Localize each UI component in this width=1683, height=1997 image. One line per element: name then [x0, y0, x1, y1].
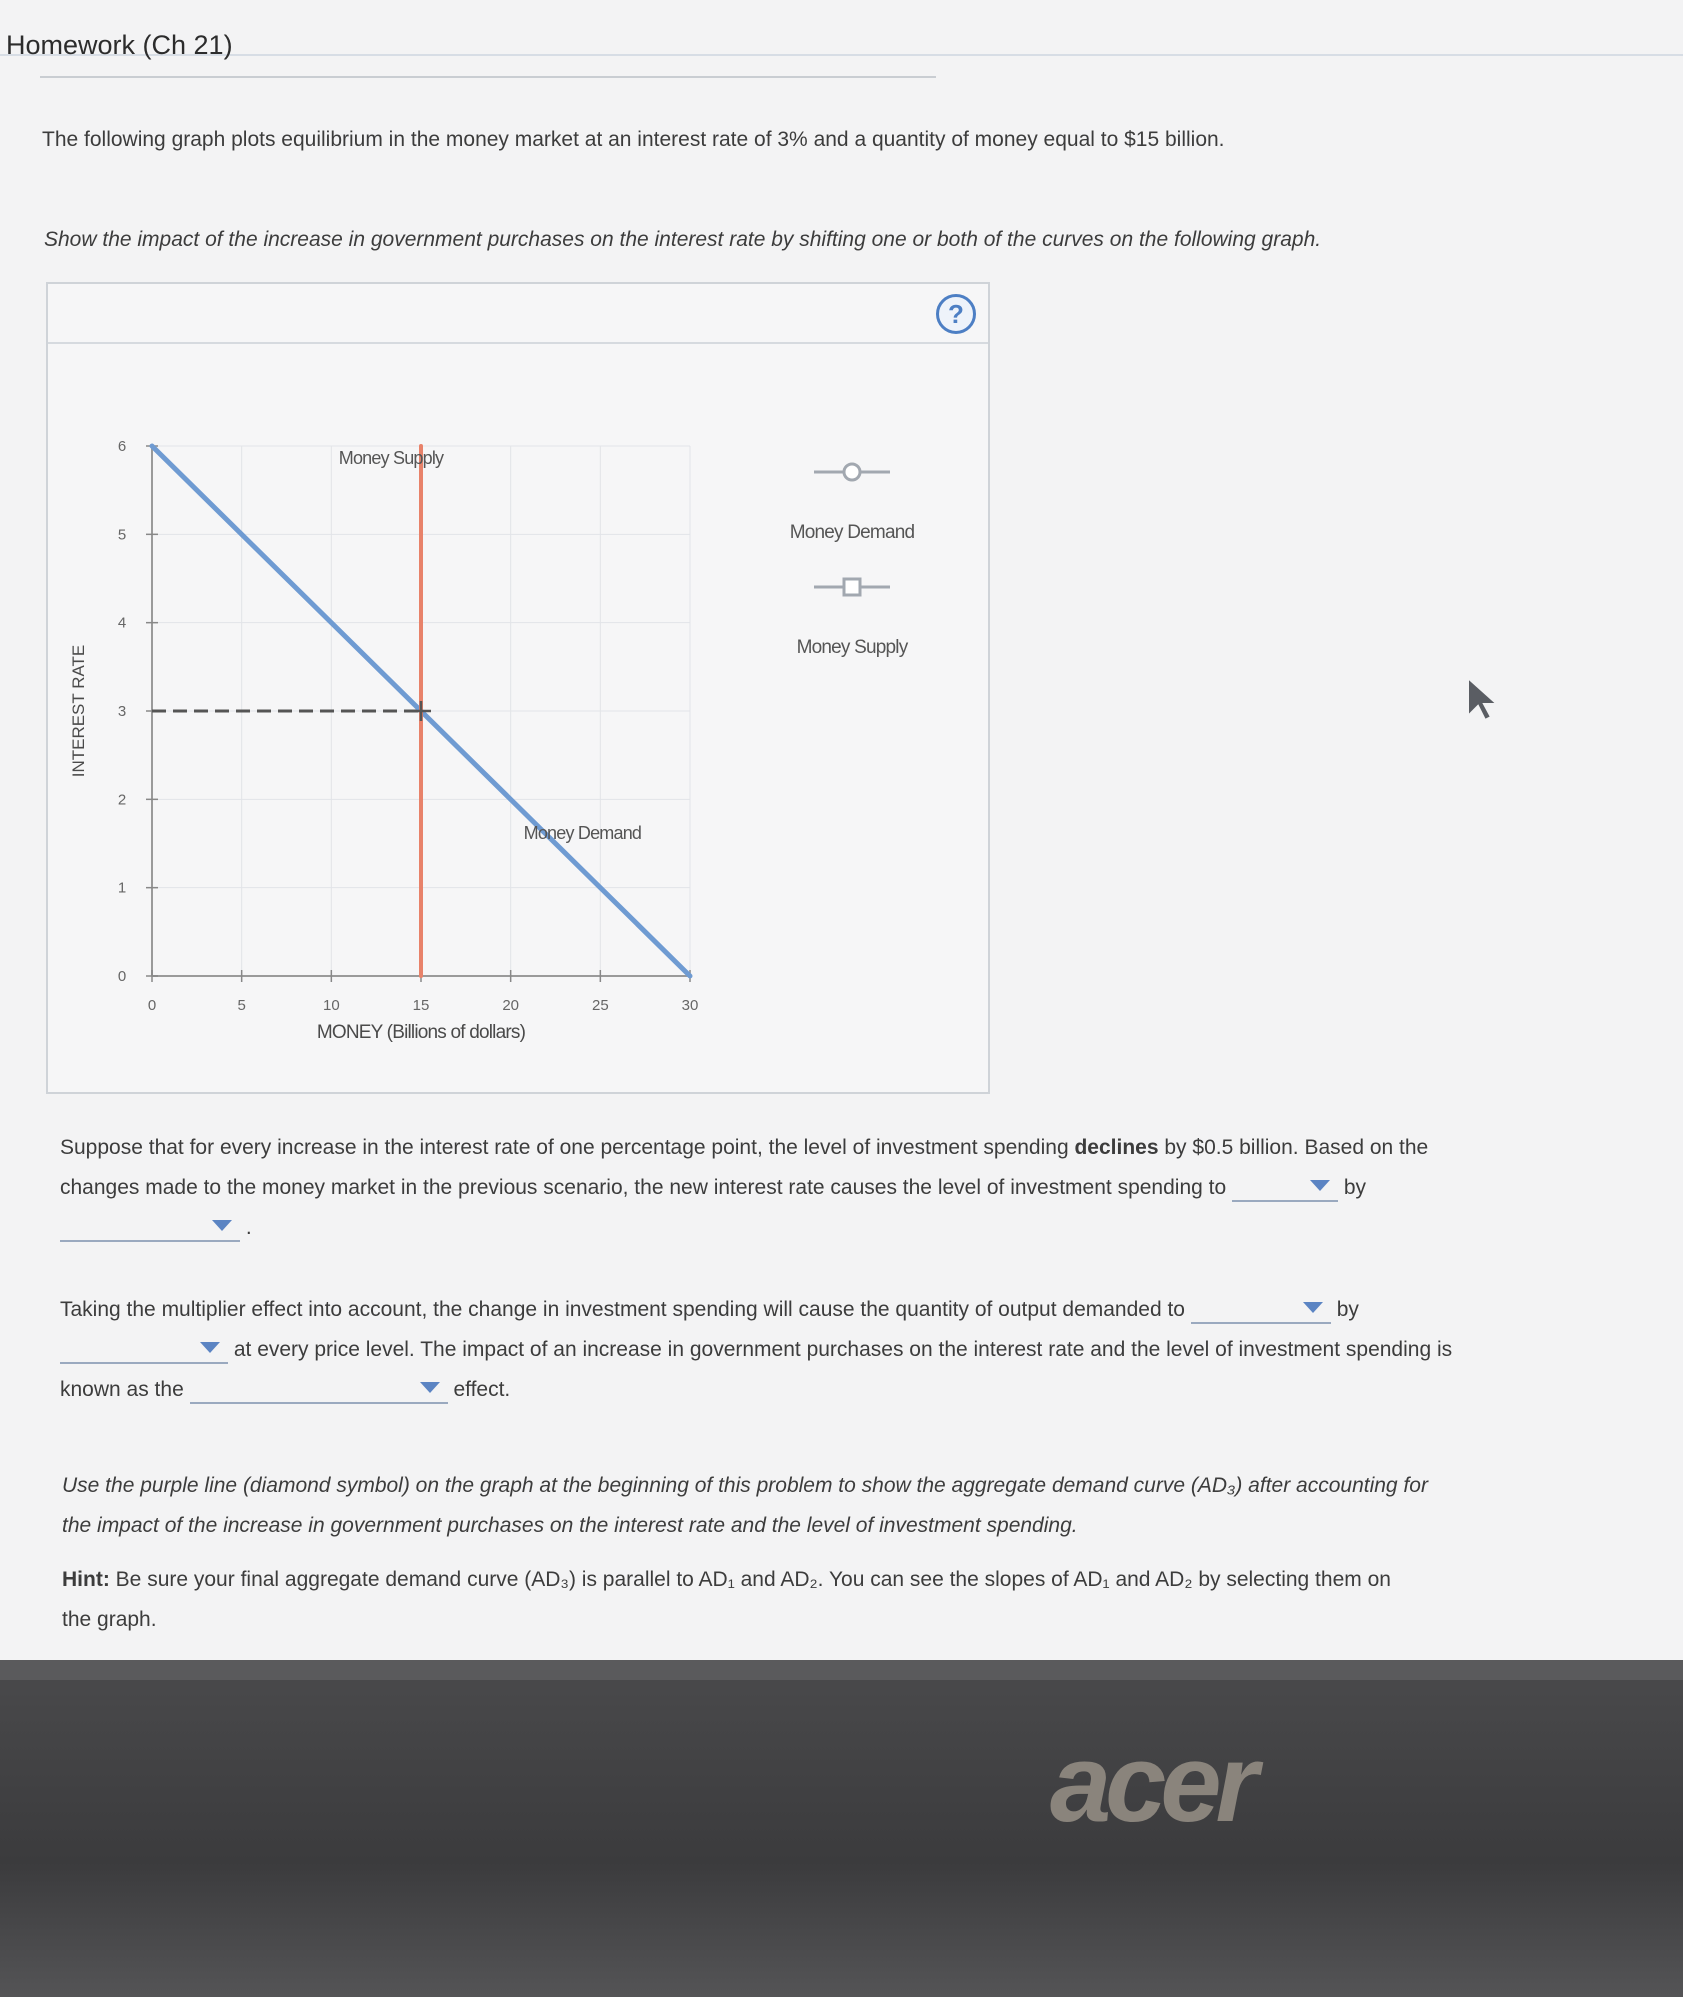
part2-period: .: [245, 1216, 252, 1239]
money-market-chart[interactable]: [46, 282, 990, 1094]
x-axis-title: MONEY (Billions of dollars): [316, 1022, 526, 1043]
y-tick-label: 5: [117, 526, 127, 544]
chart-labels: [69, 438, 698, 1043]
brand-logo: acer: [1050, 1722, 1253, 1845]
part2-by: by: [1343, 1176, 1367, 1199]
y-tick-label: 0: [117, 968, 127, 985]
hint-label: Hint:: [62, 1568, 110, 1591]
y-tick-label: 4: [117, 614, 127, 632]
hint-paragraph: [62, 1560, 1582, 1640]
x-tick-label: 10: [322, 997, 340, 1014]
y-tick-label: 2: [117, 791, 127, 809]
x-tick-label: 25: [591, 997, 609, 1014]
chevron-down-icon: [200, 1342, 220, 1353]
money-demand-curve-label: Money Demand: [523, 823, 642, 844]
laptop-bezel: [0, 1660, 1683, 1997]
y-tick-label: 1: [117, 879, 127, 897]
output-amount-dropdown[interactable]: [60, 1336, 228, 1364]
part3-text-c: known as the: [60, 1378, 184, 1401]
question-instruction: Show the impact of the increase in government purchases on the interest rate by shifting one or both of the curves on the following graph.: [44, 228, 1322, 251]
money-supply-curve-label: Money Supply: [338, 448, 444, 468]
part2-text-c: changes made to the money market in the previous scenario, the new interest rate causes the level of investment spending to: [60, 1176, 1227, 1199]
part2-text-b: by $0.5 billion. Based on the: [1164, 1136, 1429, 1159]
screen-edge: [0, 1660, 1683, 1680]
part3-text-d: effect.: [453, 1378, 511, 1401]
x-tick-label: 5: [237, 997, 246, 1014]
part3-by: by: [1336, 1298, 1359, 1321]
chevron-down-icon: [420, 1382, 440, 1393]
hint-text2: the graph.: [62, 1608, 157, 1631]
legend-money-demand-label: Money Demand: [789, 522, 915, 543]
y-tick-label: 3: [117, 703, 127, 720]
x-tick-label: 15: [412, 997, 430, 1014]
title-underline: [40, 76, 936, 78]
chart-legend: [790, 464, 915, 658]
part4-line1: Use the purple line (diamond symbol) on the graph at the beginning of this problem to show the aggregate demand curve (AD₃) after accounting for: [62, 1474, 1428, 1497]
page-title: Homework (Ch 21): [6, 30, 233, 60]
part2-text-a: Suppose that for every increase in the interest rate of one percentage point, the level of investment spending: [60, 1136, 1069, 1159]
part2-bold-word: declines: [1074, 1136, 1159, 1159]
chevron-down-icon: [1310, 1180, 1330, 1191]
mouse-cursor-icon: [1466, 676, 1500, 722]
header-bar: [0, 0, 1683, 56]
x-tick-label: 20: [502, 997, 520, 1014]
chevron-down-icon: [212, 1220, 232, 1231]
part4-paragraph: [62, 1466, 1582, 1546]
circle-marker-icon: [844, 464, 860, 480]
legend-money-supply-label: Money Supply: [796, 637, 908, 658]
chart-axes: [146, 446, 690, 982]
investment-direction-dropdown[interactable]: [1232, 1174, 1338, 1202]
hint-text: Be sure your final aggregate demand curve (AD₃) is parallel to AD₁ and AD₂. You can see the slopes of AD₁ and AD₂ by selecting them on: [115, 1568, 1391, 1591]
question-intro: The following graph plots equilibrium in the money market at an interest rate of 3% and a quantity of money equal to $15 billion.: [42, 128, 1225, 151]
part2-paragraph: [60, 1128, 1560, 1248]
part3-paragraph: [60, 1290, 1580, 1410]
y-axis-title: INTEREST RATE: [69, 644, 88, 778]
part3-text-a: Taking the multiplier effect into account, the change in investment spending will cause the quantity of output demanded to: [60, 1298, 1185, 1321]
chevron-down-icon: [1303, 1302, 1323, 1313]
part3-text-b: at every price level. The impact of an increase in government purchases on the interest rate and the level of investment spending is: [233, 1338, 1453, 1361]
effect-name-dropdown[interactable]: [190, 1376, 448, 1404]
part4-line2: the impact of the increase in government purchases on the interest rate and the level of investment spending.: [62, 1514, 1078, 1537]
x-tick-label: 0: [147, 997, 157, 1014]
output-direction-dropdown[interactable]: [1191, 1296, 1331, 1324]
investment-amount-dropdown[interactable]: [60, 1214, 240, 1242]
x-tick-label: 30: [681, 997, 699, 1014]
y-tick-label: 6: [117, 438, 127, 455]
square-marker-icon: [844, 579, 860, 595]
help-icon[interactable]: ?: [936, 294, 976, 334]
